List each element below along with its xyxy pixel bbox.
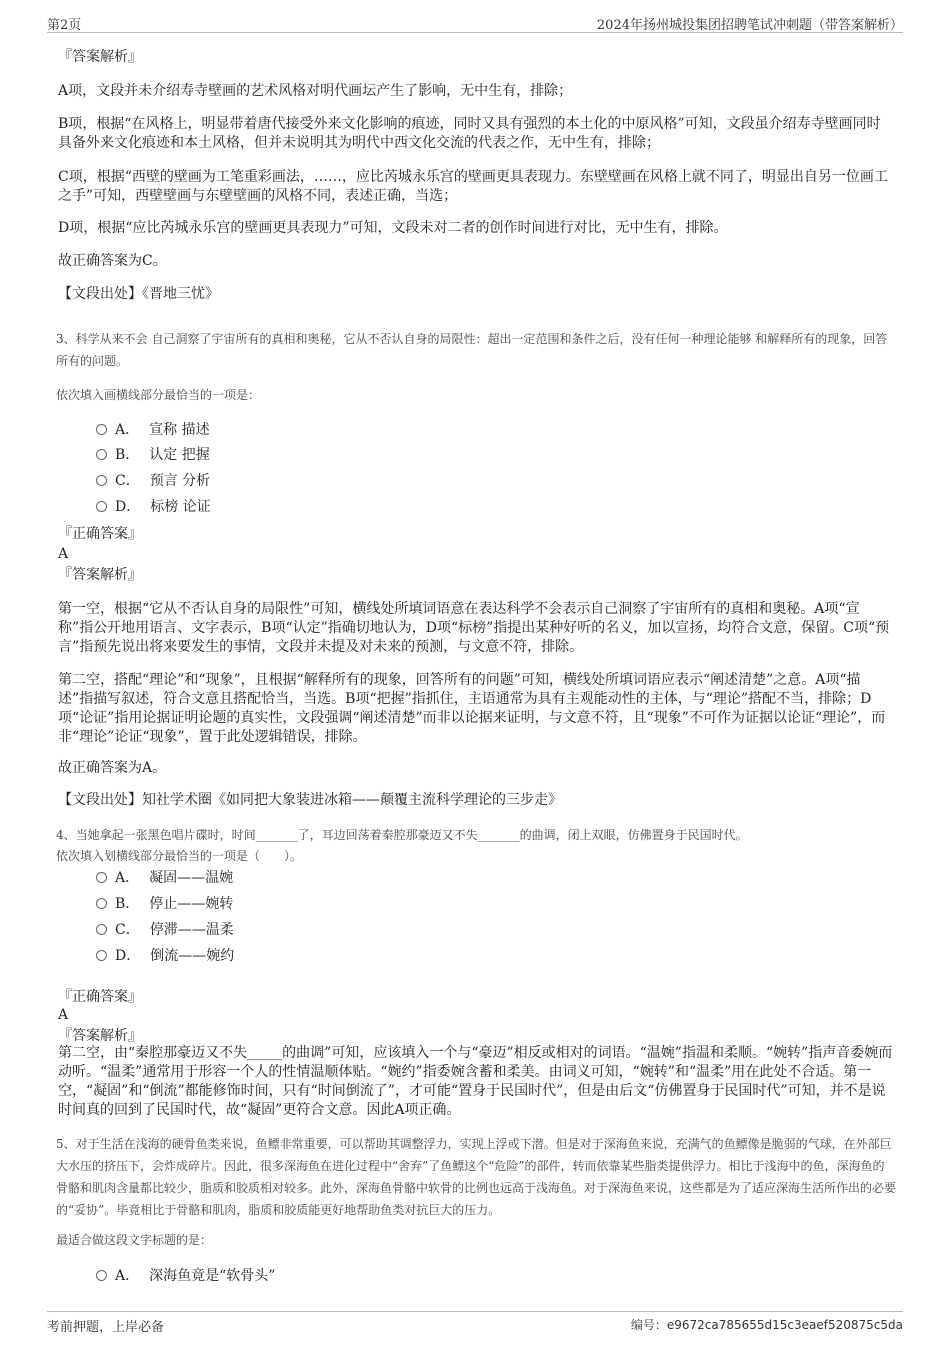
conclusion: 故正确答案为A。: [58, 760, 167, 776]
q4-option-a[interactable]: A． 凝固——温婉: [96, 868, 233, 888]
question-3-stem: 3、科学从来不会 自己洞察了宇宙所有的真相和奥秘，它从不否认自身的局限性：超出一定范围和条件之后，没有任何一种理论能够 和解释所有的现象，回答所有的问题。: [56, 332, 888, 368]
radio-icon[interactable]: [96, 424, 107, 435]
answer-label: 『正确答案』: [58, 989, 142, 1005]
page-number: 第2页: [47, 18, 82, 33]
analysis-paragraph: 第二空，由“秦腔那豪迈又不失_____的曲调”可知，应该填入一个与“豪迈”相反或相对的词语。“温婉”指温和柔顺。“婉转”指声音委婉而动听。“温柔”通常用于形容一个人的性情温顺体贴。“婉约”指委婉含蓄和柔美。由词义可知，“婉转”和“温柔”用在此处不合适。第一空，“凝固”和“倒流”都能修饰时间，只有“时间倒流了”，才可能“置身于民国时代”，但是由后文“仿佛置身于民国时代”可知，并不是说时间真的回到了民国时代，故“凝固”更符合文意。因此A项正确。: [58, 1045, 893, 1118]
radio-icon[interactable]: [96, 924, 107, 935]
page-footer: [47, 1311, 903, 1334]
answer-value: A: [58, 1007, 69, 1023]
radio-icon[interactable]: [96, 950, 107, 961]
source: 【文段出处】《晋地三忧》: [58, 286, 219, 302]
question-4-prompt: 依次填入划横线部分最恰当的一项是（ ）。: [56, 849, 303, 863]
analysis-option-d: D项，根据“应比芮城永乐宫的壁画更具表现力”可知，文段未对二者的创作时间进行对比，无中生有，排除。: [58, 220, 728, 236]
question-4-stem: 4、当她拿起一张黑色唱片碟时，时间_______了，耳边回荡着秦腔那豪迈又不失_______的曲调，闭上双眼，仿佛置身于民国时代。: [56, 828, 748, 842]
radio-icon[interactable]: [96, 898, 107, 909]
conclusion: 故正确答案为C。: [58, 253, 167, 269]
question-3-prompt: 依次填入画横线部分最恰当的一项是：: [56, 388, 261, 402]
analysis-label: 『答案解析』: [58, 567, 142, 583]
footer-slogan: 考前押题，上岸必备: [47, 1320, 165, 1335]
radio-icon[interactable]: [96, 501, 107, 512]
q3-option-d[interactable]: D． 标榜 论证: [96, 497, 211, 517]
question-5-stem: 5、对于生活在浅海的硬骨鱼类来说，鱼鳔非常重要，可以帮助其调整浮力，实现上浮或下潜。但是对于深海鱼来说，充满气的鱼鳔像是脆弱的气球，在外部巨大水压的挤压下，会炸成碎片。因此，很多深海鱼在进化过程中“舍弃”了鱼鳔这个“危险”的部件，转而依靠某些脂类提供浮力。相比于浅海中的鱼，深海鱼的骨骼和肌肉含量都比较少，脂质和胶质相对较多。此外，深海鱼骨骼中软骨的比例也远高于浅海鱼。对于深海鱼来说，这些都是为了适应深海生活所作出的必要的“妥协”。毕竟相比于骨骼和肌肉，脂质和胶质能更好地帮助鱼类对抗巨大的压力。: [56, 1137, 897, 1217]
analysis-label: 『答案解析』: [58, 1028, 142, 1044]
answer-value: A: [58, 546, 69, 562]
radio-icon[interactable]: [96, 1270, 107, 1281]
answer-label: 『正确答案』: [58, 526, 142, 542]
q3-option-c[interactable]: C． 预言 分析: [96, 471, 210, 491]
q4-option-c[interactable]: C． 停滞——温柔: [96, 920, 234, 940]
analysis-option-b: B项，根据“在风格上，明显带着唐代接受外来文化影响的痕迹，同时又具有强烈的本土化的中原风格”可知，文段虽介绍寿寺壁画同时具备外来文化痕迹和本土风格，但并未说明其为明代中西文化交流的代表之作，无中生有，排除；: [58, 116, 881, 151]
q3-option-a[interactable]: A． 宣称 描述: [96, 420, 210, 440]
document-title: 2024年扬州城投集团招聘笔试冲刺题（带答案解析）: [596, 18, 903, 33]
analysis-option-c: C项，根据“西壁的壁画为工笔重彩画法，……，应比芮城永乐宫的壁画更具表现力。东壁壁画在风格上就不同了，明显出自另一位画工之手”可知，西壁壁画与东壁壁画的风格不同，表述正确，当选；: [58, 169, 888, 204]
radio-icon[interactable]: [96, 449, 107, 460]
radio-icon[interactable]: [96, 475, 107, 486]
q3-option-b[interactable]: B． 认定 把握: [96, 445, 210, 465]
q4-option-d[interactable]: D． 倒流——婉约: [96, 946, 234, 966]
source: 【文段出处】知社学术圈《如同把大象装进冰箱——颠覆主流科学理论的三步走》: [58, 792, 562, 808]
document-id: 编号：e9672ca785655d15c3eaef520875c5da: [630, 1318, 903, 1332]
q5-option-a[interactable]: A． 深海鱼竟是“软骨头”: [96, 1266, 275, 1286]
analysis-option-a: A项，文段并未介绍寿寺壁画的艺术风格对明代画坛产生了影响，无中生有，排除；: [58, 83, 573, 99]
analysis-paragraph: 第二空，搭配“理论”和“现象”，且根据“解释所有的现象，回答所有的问题”可知，横线处所填词语应表示“阐述清楚”之意。A项“描述”指描写叙述，符合文意且搭配恰当，当选。B项“把握”指抓住，主语通常为具有主观能动性的主体，与“理论”搭配不当，排除；D项“论证”指用论据证明论题的真实性，文段强调“阐述清楚”而非以论据来证明，与文意不符，且“现象”不可作为证据以论证“理论”，而非“理论”论证“现象”，置于此处逻辑错误，排除。: [58, 672, 886, 745]
analysis-label: 『答案解析』: [58, 49, 142, 65]
radio-icon[interactable]: [96, 872, 107, 883]
page-header: [47, 10, 903, 33]
analysis-paragraph: 第一空，根据“它从不否认自身的局限性”可知，横线处所填词语意在表达科学不会表示自己洞察了宇宙所有的真相和奥秘。A项“宣称”指公开地用语言、文字表示，B项“认定”指确切地认为，D项“标榜”指提出某种好听的名义，加以宣扬，均符合文意，保留。C项“预言”指预先说出将来要发生的事情，文段并未提及对未来的预测，与文意不符，排除。: [58, 601, 890, 655]
question-5-prompt: 最适合做这段文字标题的是：: [56, 1233, 213, 1247]
q4-option-b[interactable]: B． 停止——婉转: [96, 894, 233, 914]
